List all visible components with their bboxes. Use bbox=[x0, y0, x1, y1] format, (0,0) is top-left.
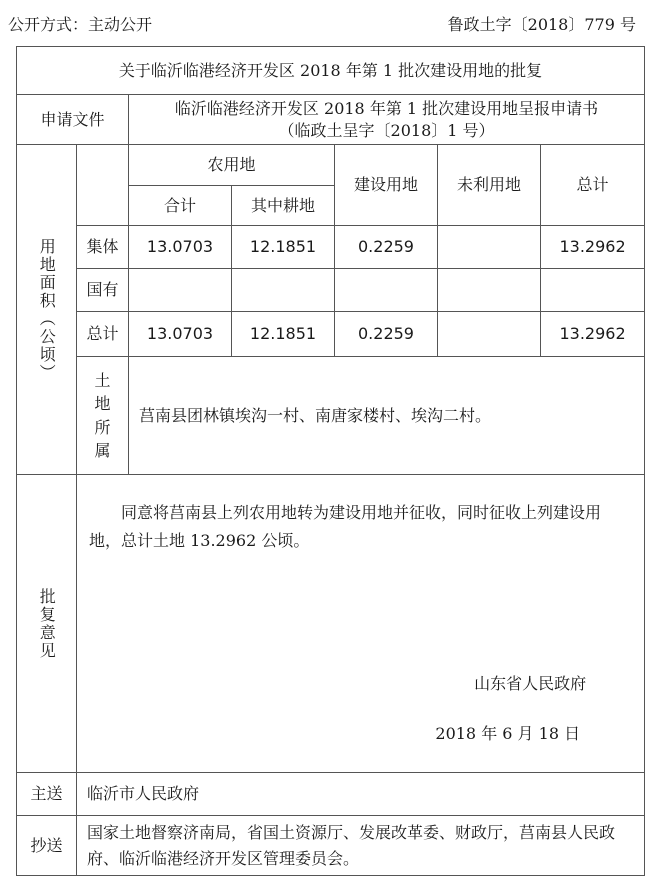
ownership-label bbox=[77, 357, 129, 475]
main-recipient-label: 主送 bbox=[17, 773, 77, 816]
cell-total: 13.2962 bbox=[541, 226, 645, 269]
cc-label: 抄送 bbox=[17, 816, 77, 876]
opinion-date: 2018 年 6 月 18 日 bbox=[435, 724, 581, 743]
area-label-cell bbox=[17, 145, 77, 475]
table-row bbox=[17, 312, 645, 357]
document-header bbox=[0, 0, 660, 44]
header-subtotal: 合计 bbox=[129, 186, 232, 226]
cell-arable: 12.1851 bbox=[232, 226, 335, 269]
opinion-label: 批复意见 bbox=[37, 587, 57, 660]
header-construction: 建设用地 bbox=[335, 145, 438, 226]
approval-table bbox=[16, 46, 645, 876]
header-total: 总计 bbox=[541, 145, 645, 226]
row-label: 总计 bbox=[77, 312, 129, 357]
ownership-label-line-2: 所属 bbox=[94, 417, 111, 460]
disclosure-mode: 公开方式：主动公开 bbox=[8, 15, 153, 34]
row-label: 国有 bbox=[77, 269, 129, 312]
document-number: 鲁政土字〔2018〕779 号 bbox=[447, 15, 636, 34]
cell-construction: 0.2259 bbox=[335, 312, 438, 357]
opinion-signer: 山东省人民政府 bbox=[474, 674, 587, 693]
cell-arable: 12.1851 bbox=[232, 312, 335, 357]
ownership-value: 莒南县团林镇埃沟一村、南唐家楼村、埃沟二村。 bbox=[129, 357, 645, 475]
main-recipient-value: 临沂市人民政府 bbox=[77, 773, 645, 816]
header-agri: 农用地 bbox=[129, 145, 335, 186]
cell-arable bbox=[232, 269, 335, 312]
area-label: 用地面积（公顷） bbox=[37, 237, 57, 382]
application-line-1: 临沂临港经济开发区 2018 年第 1 批次建设用地呈报申请书 bbox=[174, 98, 599, 118]
blank-corner bbox=[77, 145, 129, 226]
cell-total: 13.2962 bbox=[541, 312, 645, 357]
cell-subtotal: 13.0703 bbox=[129, 226, 232, 269]
header-unused: 未利用地 bbox=[438, 145, 541, 226]
cell-construction bbox=[335, 269, 438, 312]
ownership-label-line-1: 土地 bbox=[94, 371, 111, 414]
table-row bbox=[17, 226, 645, 269]
cell-unused bbox=[438, 312, 541, 357]
application-document bbox=[129, 95, 645, 145]
cell-subtotal bbox=[129, 269, 232, 312]
opinion-content bbox=[77, 475, 645, 773]
application-label: 申请文件 bbox=[17, 95, 129, 145]
opinion-label-cell bbox=[17, 475, 77, 773]
cell-construction: 0.2259 bbox=[335, 226, 438, 269]
header-arable: 其中耕地 bbox=[232, 186, 335, 226]
application-line-2: （临政土呈字〔2018〕1 号） bbox=[278, 120, 495, 140]
table-row bbox=[17, 269, 645, 312]
cc-value: 国家土地督察济南局，省国土资源厅、发展改革委、财政厅，莒南县人民政府、临沂临港经济开发区管理委员会。 bbox=[77, 816, 645, 876]
cell-total bbox=[541, 269, 645, 312]
cell-unused bbox=[438, 226, 541, 269]
row-label: 集体 bbox=[77, 226, 129, 269]
document-title: 关于临沂临港经济开发区 2018 年第 1 批次建设用地的批复 bbox=[17, 47, 645, 95]
cell-subtotal: 13.0703 bbox=[129, 312, 232, 357]
cell-unused bbox=[438, 269, 541, 312]
opinion-text: 同意将莒南县上列农用地转为建设用地并征收，同时征收上列建设用地，总计土地 13.2962 公顷。 bbox=[89, 503, 602, 550]
